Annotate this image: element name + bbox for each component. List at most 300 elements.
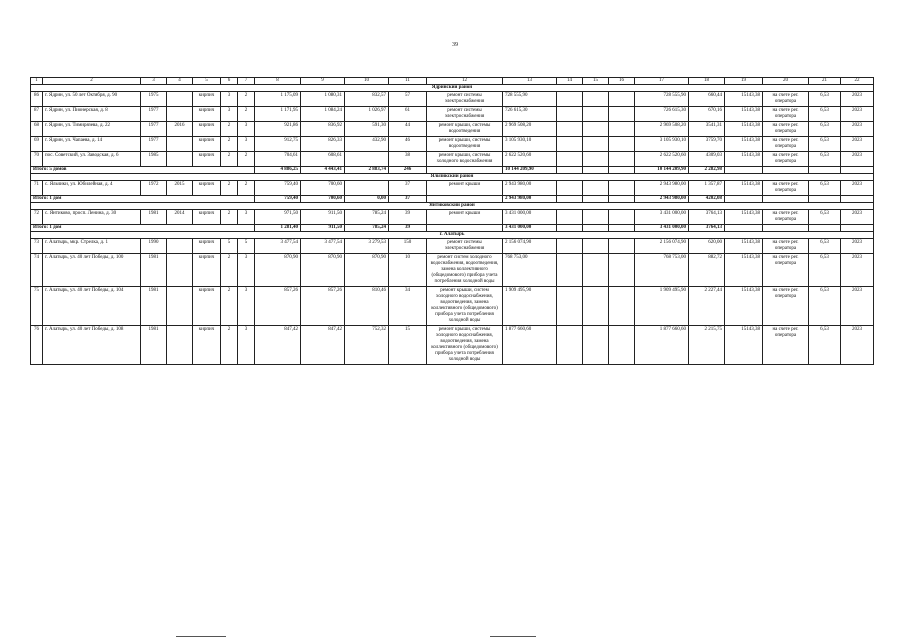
table-row bbox=[31, 92, 874, 107]
cell-address: с. Яльчики, ул. Юбилейная, д. 4 bbox=[43, 181, 141, 196]
cell-c16 bbox=[609, 122, 635, 137]
total-cost: 2 943 980,00 bbox=[503, 196, 557, 203]
cell-cost-fund: 1 909 495,90 bbox=[635, 287, 689, 326]
cell-max-cost: 15143,38 bbox=[725, 181, 763, 196]
cell-residents: 37 bbox=[389, 181, 427, 196]
cell-year: 1975 bbox=[141, 92, 167, 107]
cell-residents: 10 bbox=[389, 254, 427, 287]
cell-n: 75 bbox=[31, 287, 43, 326]
cell-c15 bbox=[583, 92, 609, 107]
cell-deadline: 2023 bbox=[841, 239, 874, 254]
cell-area-living: 1 084,24 bbox=[301, 107, 345, 122]
cell-work: ремонт системы электроснабжения bbox=[427, 239, 503, 254]
cell-deadline: 2023 bbox=[841, 254, 874, 287]
cell-material: кирпич bbox=[193, 137, 221, 152]
cell-floors: 2 bbox=[221, 137, 238, 152]
cell-cost-fund: 768 753,00 bbox=[635, 254, 689, 287]
cell-c14 bbox=[557, 137, 583, 152]
cell-entrances: 3 bbox=[238, 254, 255, 287]
cell-year2 bbox=[167, 287, 193, 326]
cell-unit-cost: 2 215,75 bbox=[689, 326, 725, 365]
cell-n: 87 bbox=[31, 107, 43, 122]
cell-c14 bbox=[557, 181, 583, 196]
cell-area-total: 912,75 bbox=[255, 137, 301, 152]
cell-floors: 2 bbox=[221, 326, 238, 365]
column-number: 11 bbox=[389, 78, 427, 85]
total-unit-cost: 4202,08 bbox=[689, 196, 725, 203]
total-residents: 246 bbox=[389, 167, 427, 174]
cell-cost: 1 877 660,60 bbox=[503, 326, 557, 365]
cell-c16 bbox=[609, 152, 635, 167]
cell-entrances: 3 bbox=[238, 122, 255, 137]
cell-year2 bbox=[167, 254, 193, 287]
cell-method: на счете рег. оператора bbox=[763, 122, 809, 137]
cell-rate: 6,53 bbox=[809, 152, 841, 167]
cell-max-cost: 15143,38 bbox=[725, 210, 763, 225]
cell-year: 1981 bbox=[141, 254, 167, 287]
table-row bbox=[31, 181, 874, 196]
cell-area-total: 1 175,09 bbox=[255, 92, 301, 107]
cell-method: на счете рег. оператора bbox=[763, 210, 809, 225]
table-row bbox=[31, 239, 874, 254]
cell-floors: 2 bbox=[221, 210, 238, 225]
cell-rate: 6,53 bbox=[809, 92, 841, 107]
cell-cost: 2 943 980,00 bbox=[503, 181, 557, 196]
cell-address: г. Алатырь, мкр. Стрелка, д. 1 bbox=[43, 239, 141, 254]
total-empty bbox=[609, 225, 635, 232]
cell-area-resid: 752,32 bbox=[345, 326, 389, 365]
total-cost-fund: 3 431 000,00 bbox=[635, 225, 689, 232]
cell-area-living: 1 080,31 bbox=[301, 92, 345, 107]
cell-year: 1981 bbox=[141, 210, 167, 225]
cell-area-living: 836,92 bbox=[301, 122, 345, 137]
cell-n: 71 bbox=[31, 181, 43, 196]
cell-deadline: 2023 bbox=[841, 287, 874, 326]
cell-c15 bbox=[583, 181, 609, 196]
cell-c14 bbox=[557, 210, 583, 225]
cell-rate: 6,53 bbox=[809, 239, 841, 254]
total-empty bbox=[809, 225, 841, 232]
total-cost-fund: 2 943 980,00 bbox=[635, 196, 689, 203]
cell-year: 1977 bbox=[141, 122, 167, 137]
cell-entrances: 2 bbox=[238, 181, 255, 196]
total-residents: 39 bbox=[389, 225, 427, 232]
cell-residents: 38 bbox=[389, 152, 427, 167]
cell-cost: 726 615,30 bbox=[503, 107, 557, 122]
cell-area-living: 911,50 bbox=[301, 210, 345, 225]
cell-address: с. Янтиково, просп. Ленина, д. 30 bbox=[43, 210, 141, 225]
footer-rule-left bbox=[176, 636, 226, 637]
cell-max-cost: 15143,38 bbox=[725, 254, 763, 287]
cell-work: ремонт крыши, системы водоотведения bbox=[427, 122, 503, 137]
cell-n: 74 bbox=[31, 254, 43, 287]
total-residents: 37 bbox=[389, 196, 427, 203]
cell-deadline: 2023 bbox=[841, 137, 874, 152]
cell-method: на счете рег. оператора bbox=[763, 181, 809, 196]
cell-year2 bbox=[167, 107, 193, 122]
total-empty bbox=[725, 225, 763, 232]
total-empty bbox=[763, 167, 809, 174]
cell-max-cost: 15143,38 bbox=[725, 287, 763, 326]
cell-area-living: 700,60 bbox=[301, 181, 345, 196]
column-number: 5 bbox=[193, 78, 221, 85]
cell-floors: 3 bbox=[221, 92, 238, 107]
cell-area-total: 857,26 bbox=[255, 287, 301, 326]
cell-residents: 44 bbox=[389, 122, 427, 137]
cell-cost-fund: 2 943 980,00 bbox=[635, 181, 689, 196]
cell-cost: 2 969 508,20 bbox=[503, 122, 557, 137]
cell-c14 bbox=[557, 107, 583, 122]
total-label: Итого: 1 дом bbox=[31, 225, 255, 232]
cell-address: г. Алатырь, ул. 40 лет Победы, д. 104 bbox=[43, 287, 141, 326]
total-empty bbox=[841, 196, 874, 203]
cell-work: ремонт крыши, системы холодного водоснабжения, водоотведения, замена коллективного (общедомового) прибора учета потребления холодной воды bbox=[427, 326, 503, 365]
cell-rate: 6,53 bbox=[809, 287, 841, 326]
total-empty bbox=[809, 196, 841, 203]
cell-max-cost: 15143,38 bbox=[725, 107, 763, 122]
cell-rate: 6,53 bbox=[809, 326, 841, 365]
cell-method: на счете рег. оператора bbox=[763, 107, 809, 122]
cell-work: ремонт крыши bbox=[427, 210, 503, 225]
total-empty bbox=[557, 167, 583, 174]
cell-area-resid: 810,46 bbox=[345, 287, 389, 326]
total-area-resid: 785,24 bbox=[345, 225, 389, 232]
section-title: Янтиковский район bbox=[31, 203, 874, 210]
cell-area-living: 870,90 bbox=[301, 254, 345, 287]
cell-c14 bbox=[557, 92, 583, 107]
cell-n: 86 bbox=[31, 92, 43, 107]
cell-area-resid: 785,24 bbox=[345, 210, 389, 225]
cell-year2: 2016 bbox=[167, 122, 193, 137]
cell-residents: 46 bbox=[389, 137, 427, 152]
cell-cost: 2 622 520,60 bbox=[503, 152, 557, 167]
cell-cost: 728 555,90 bbox=[503, 92, 557, 107]
cell-unit-cost: 3764,13 bbox=[689, 210, 725, 225]
total-label: Итого: 5 домов bbox=[31, 167, 255, 174]
total-row bbox=[31, 225, 874, 232]
cell-max-cost: 15143,38 bbox=[725, 152, 763, 167]
cell-entrances: 3 bbox=[238, 137, 255, 152]
cell-c16 bbox=[609, 254, 635, 287]
cell-unit-cost: 3541,31 bbox=[689, 122, 725, 137]
cell-floors: 2 bbox=[221, 122, 238, 137]
cell-unit-cost: 882,72 bbox=[689, 254, 725, 287]
cell-material: кирпич bbox=[193, 210, 221, 225]
cell-floors: 2 bbox=[221, 254, 238, 287]
cell-cost-fund: 2 969 508,20 bbox=[635, 122, 689, 137]
column-number: 3 bbox=[141, 78, 167, 85]
total-empty bbox=[609, 196, 635, 203]
cell-c15 bbox=[583, 137, 609, 152]
cell-method: на счете рег. оператора bbox=[763, 239, 809, 254]
cell-year2 bbox=[167, 239, 193, 254]
table-row bbox=[31, 137, 874, 152]
total-area-total: 1 281,40 bbox=[255, 225, 301, 232]
total-empty bbox=[583, 167, 609, 174]
cell-year: 1985 bbox=[141, 152, 167, 167]
cell-c14 bbox=[557, 152, 583, 167]
cell-cost: 768 753,00 bbox=[503, 254, 557, 287]
cell-method: на счете рег. оператора bbox=[763, 152, 809, 167]
cell-max-cost: 15143,38 bbox=[725, 239, 763, 254]
cell-year: 1990 bbox=[141, 239, 167, 254]
cell-cost-fund: 1 877 660,60 bbox=[635, 326, 689, 365]
cell-year: 1972 bbox=[141, 181, 167, 196]
cell-area-living: 847,42 bbox=[301, 326, 345, 365]
cell-work: ремонт системы электроснабжения bbox=[427, 107, 503, 122]
cell-area-resid: 832,57 bbox=[345, 92, 389, 107]
cell-year2 bbox=[167, 326, 193, 365]
cell-c15 bbox=[583, 287, 609, 326]
total-cost: 10 144 209,90 bbox=[503, 167, 557, 174]
cell-floors: 5 bbox=[221, 239, 238, 254]
column-number: 20 bbox=[763, 78, 809, 85]
cell-material: кирпич bbox=[193, 92, 221, 107]
table-row bbox=[31, 287, 874, 326]
total-empty bbox=[725, 196, 763, 203]
cell-c15 bbox=[583, 122, 609, 137]
cell-unit-cost: 660,44 bbox=[689, 92, 725, 107]
cell-material: кирпич bbox=[193, 254, 221, 287]
cell-rate: 6,53 bbox=[809, 254, 841, 287]
cell-c15 bbox=[583, 107, 609, 122]
table-row bbox=[31, 326, 874, 365]
table-row bbox=[31, 152, 874, 167]
cell-c16 bbox=[609, 210, 635, 225]
cell-area-total: 921,86 bbox=[255, 122, 301, 137]
total-empty bbox=[841, 225, 874, 232]
cell-area-total: 759,40 bbox=[255, 181, 301, 196]
page-number: 39 bbox=[452, 42, 458, 48]
cell-residents: 15 bbox=[389, 326, 427, 365]
section-header-row bbox=[31, 203, 874, 210]
cell-residents: 34 bbox=[389, 287, 427, 326]
cell-method: на счете рег. оператора bbox=[763, 137, 809, 152]
cell-residents: 57 bbox=[389, 92, 427, 107]
total-cost-fund: 10 144 209,90 bbox=[635, 167, 689, 174]
cell-year2: 2015 bbox=[167, 181, 193, 196]
total-empty bbox=[557, 225, 583, 232]
cell-cost-fund: 2 156 074,90 bbox=[635, 239, 689, 254]
cell-area-resid: 3 279,53 bbox=[345, 239, 389, 254]
column-number: 18 bbox=[689, 78, 725, 85]
cell-work: ремонт крыши, системы холодного водоснабжения bbox=[427, 152, 503, 167]
cell-area-resid: 432,90 bbox=[345, 137, 389, 152]
cell-area-total: 3 477,54 bbox=[255, 239, 301, 254]
cell-cost-fund: 728 555,90 bbox=[635, 92, 689, 107]
cell-unit-cost: 670,16 bbox=[689, 107, 725, 122]
cell-address: пос. Советский, ул. Заводская, д. 6 bbox=[43, 152, 141, 167]
cell-area-resid bbox=[345, 181, 389, 196]
cell-work: ремонт крыши, систем холодного водоснабжения, водоотведения, замена коллективного (общедомового) прибора учета потребления холодной воды bbox=[427, 287, 503, 326]
cell-c14 bbox=[557, 254, 583, 287]
cell-n: 73 bbox=[31, 239, 43, 254]
cell-cost-fund: 3 105 930,10 bbox=[635, 137, 689, 152]
cell-work: ремонт систем холодного водоснабжения, водоотведения, замена коллективного (общедомового) прибора учета потребления холодной воды bbox=[427, 254, 503, 287]
cell-area-resid: 870,90 bbox=[345, 254, 389, 287]
column-number: 15 bbox=[583, 78, 609, 85]
cell-c16 bbox=[609, 181, 635, 196]
cell-residents: 61 bbox=[389, 107, 427, 122]
cell-year: 1981 bbox=[141, 287, 167, 326]
cell-area-total: 870,90 bbox=[255, 254, 301, 287]
column-number: 17 bbox=[635, 78, 689, 85]
total-row bbox=[31, 196, 874, 203]
cell-area-total: 704,61 bbox=[255, 152, 301, 167]
column-number-row bbox=[31, 78, 874, 85]
cell-max-cost: 15143,38 bbox=[725, 122, 763, 137]
cell-c16 bbox=[609, 92, 635, 107]
column-number: 1 bbox=[31, 78, 43, 85]
column-number: 12 bbox=[427, 78, 503, 85]
total-empty bbox=[763, 225, 809, 232]
cell-rate: 6,53 bbox=[809, 107, 841, 122]
cell-entrances: 2 bbox=[238, 92, 255, 107]
section-title: Ядринский район bbox=[31, 85, 874, 92]
total-area-living: 4 443,41 bbox=[301, 167, 345, 174]
total-empty bbox=[427, 196, 503, 203]
cell-c15 bbox=[583, 239, 609, 254]
cell-cost: 3 431 000,00 bbox=[503, 210, 557, 225]
section-header-row bbox=[31, 174, 874, 181]
column-number: 8 bbox=[255, 78, 301, 85]
cell-work: ремонт крыши, системы водоотведения bbox=[427, 137, 503, 152]
column-number: 13 bbox=[503, 78, 557, 85]
total-unit-cost: 2 282,98 bbox=[689, 167, 725, 174]
cell-residents: 39 bbox=[389, 210, 427, 225]
cell-deadline: 2023 bbox=[841, 326, 874, 365]
cell-unit-cost: 620,00 bbox=[689, 239, 725, 254]
total-empty bbox=[427, 225, 503, 232]
cell-entrances: 2 bbox=[238, 152, 255, 167]
cell-area-total: 971,50 bbox=[255, 210, 301, 225]
cell-area-resid bbox=[345, 152, 389, 167]
cell-year2 bbox=[167, 137, 193, 152]
cell-material: кирпич bbox=[193, 287, 221, 326]
cell-n: 69 bbox=[31, 137, 43, 152]
cell-deadline: 2023 bbox=[841, 152, 874, 167]
cell-c16 bbox=[609, 239, 635, 254]
cell-area-total: 1 171,95 bbox=[255, 107, 301, 122]
cell-method: на счете рег. оператора bbox=[763, 287, 809, 326]
cell-year: 1981 bbox=[141, 326, 167, 365]
cell-area-living: 608,61 bbox=[301, 152, 345, 167]
cell-max-cost: 15143,38 bbox=[725, 326, 763, 365]
cell-c14 bbox=[557, 122, 583, 137]
total-empty bbox=[427, 167, 503, 174]
cell-area-total: 847,42 bbox=[255, 326, 301, 365]
cell-year2: 2014 bbox=[167, 210, 193, 225]
cell-material: кирпич bbox=[193, 107, 221, 122]
total-area-living: 700,60 bbox=[301, 196, 345, 203]
section-title: Яльчикский район bbox=[31, 174, 874, 181]
cell-unit-cost: 2 227,44 bbox=[689, 287, 725, 326]
cell-entrances: 3 bbox=[238, 287, 255, 326]
total-area-resid: 2 883,74 bbox=[345, 167, 389, 174]
cell-year: 1977 bbox=[141, 137, 167, 152]
cell-rate: 6,53 bbox=[809, 181, 841, 196]
cell-year2 bbox=[167, 152, 193, 167]
cell-material: кирпич bbox=[193, 122, 221, 137]
cell-entrances: 2 bbox=[238, 107, 255, 122]
cell-floors: 3 bbox=[221, 107, 238, 122]
cell-c14 bbox=[557, 287, 583, 326]
cell-n: 70 bbox=[31, 152, 43, 167]
cell-address: г. Алатырь, ул. 40 лет Победы, д. 108 bbox=[43, 326, 141, 365]
cell-address: г. Ядрин, ул. Пионерская, д. 8 bbox=[43, 107, 141, 122]
total-empty bbox=[841, 167, 874, 174]
footer-rule-right bbox=[490, 636, 536, 637]
total-area-total: 759,40 bbox=[255, 196, 301, 203]
cell-residents: 150 bbox=[389, 239, 427, 254]
cell-max-cost: 15143,38 bbox=[725, 92, 763, 107]
total-area-resid: 0,00 bbox=[345, 196, 389, 203]
total-unit-cost: 3764,13 bbox=[689, 225, 725, 232]
cell-max-cost: 15143,38 bbox=[725, 137, 763, 152]
cell-cost-fund: 2 622 520,60 bbox=[635, 152, 689, 167]
cell-year2 bbox=[167, 92, 193, 107]
cell-unit-cost: 3759,70 bbox=[689, 137, 725, 152]
cell-cost-fund: 726 615,30 bbox=[635, 107, 689, 122]
cell-area-resid: 591,30 bbox=[345, 122, 389, 137]
section-header-row bbox=[31, 85, 874, 92]
cell-unit-cost: 1 357,87 bbox=[689, 181, 725, 196]
cell-deadline: 2023 bbox=[841, 107, 874, 122]
cell-area-living: 857,26 bbox=[301, 287, 345, 326]
table-row bbox=[31, 107, 874, 122]
section-header-row bbox=[31, 232, 874, 239]
cell-address: г. Алатырь, ул. 40 лет Победы, д. 100 bbox=[43, 254, 141, 287]
column-number: 14 bbox=[557, 78, 583, 85]
cell-work: ремонт крыши bbox=[427, 181, 503, 196]
total-empty bbox=[583, 225, 609, 232]
cell-entrances: 3 bbox=[238, 210, 255, 225]
cell-deadline: 2023 bbox=[841, 92, 874, 107]
cell-c14 bbox=[557, 239, 583, 254]
cell-deadline: 2023 bbox=[841, 210, 874, 225]
total-empty bbox=[763, 196, 809, 203]
cell-n: 72 bbox=[31, 210, 43, 225]
cell-area-living: 3 477,54 bbox=[301, 239, 345, 254]
cell-address: г. Ядрин, ул. Чапаева, д. 14 bbox=[43, 137, 141, 152]
total-empty bbox=[557, 196, 583, 203]
table-row bbox=[31, 122, 874, 137]
column-number: 2 bbox=[43, 78, 141, 85]
total-label: Итого: 1 дом bbox=[31, 196, 255, 203]
cell-rate: 6,53 bbox=[809, 122, 841, 137]
cell-method: на счете рег. оператора bbox=[763, 326, 809, 365]
column-number: 7 bbox=[238, 78, 255, 85]
table-row bbox=[31, 254, 874, 287]
cell-material: кирпич bbox=[193, 239, 221, 254]
cell-entrances: 3 bbox=[238, 326, 255, 365]
cell-c15 bbox=[583, 210, 609, 225]
cell-area-living: 826,33 bbox=[301, 137, 345, 152]
cell-c15 bbox=[583, 254, 609, 287]
column-number: 16 bbox=[609, 78, 635, 85]
cell-material: кирпич bbox=[193, 181, 221, 196]
column-number: 6 bbox=[221, 78, 238, 85]
cell-n: 68 bbox=[31, 122, 43, 137]
cell-material: кирпич bbox=[193, 152, 221, 167]
cell-cost: 3 105 930,10 bbox=[503, 137, 557, 152]
cell-work: ремонт системы электроснабжения bbox=[427, 92, 503, 107]
cell-cost: 2 156 074,90 bbox=[503, 239, 557, 254]
cell-c14 bbox=[557, 326, 583, 365]
cell-area-resid: 1 026,97 bbox=[345, 107, 389, 122]
column-number: 21 bbox=[809, 78, 841, 85]
total-empty bbox=[725, 167, 763, 174]
